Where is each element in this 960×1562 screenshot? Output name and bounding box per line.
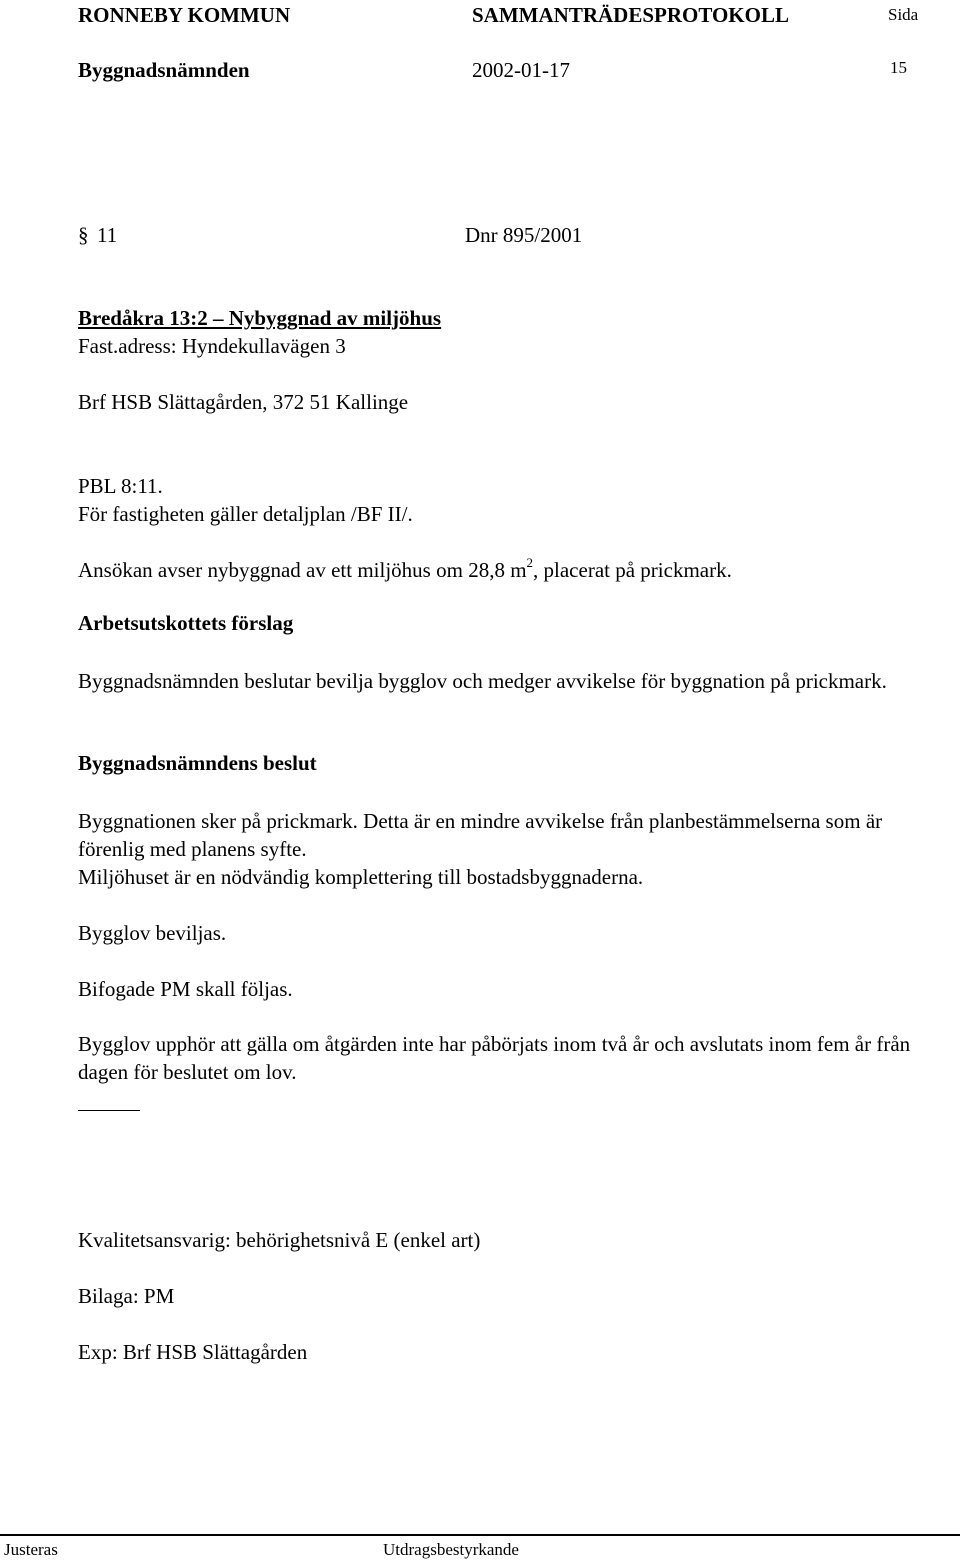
plan-note: För fastigheten gäller detaljplan /BF II/. bbox=[78, 502, 413, 526]
decision-text-2: Miljöhuset är en nödvändig komplettering till bostadsbyggnaderna. bbox=[78, 865, 644, 889]
attachment-line: Bilaga: PM bbox=[78, 1284, 175, 1308]
expedition-line: Exp: Brf HSB Slättagården bbox=[78, 1340, 308, 1364]
section-symbol: § bbox=[78, 223, 89, 247]
application-text-post: , placerat på prickmark. bbox=[533, 558, 732, 582]
case-applicant: Brf HSB Slättagården, 372 51 Kallinge bbox=[78, 390, 409, 414]
case-dnr: Dnr 895/2001 bbox=[465, 223, 583, 247]
quality-responsible: Kvalitetsansvarig: behörighetsnivå E (enkel art) bbox=[78, 1228, 481, 1252]
decision-granted: Bygglov beviljas. bbox=[78, 921, 227, 945]
law-reference: PBL 8:11. bbox=[78, 474, 163, 498]
application-text bbox=[78, 556, 732, 584]
committee-name: Byggnadsnämnden bbox=[78, 58, 250, 82]
decision-heading: Byggnadsnämndens beslut bbox=[78, 751, 317, 775]
page-label: Sida bbox=[888, 5, 919, 24]
meeting-date: 2002-01-17 bbox=[472, 58, 570, 82]
section-number: 11 bbox=[97, 223, 118, 247]
municipality-name: RONNEBY KOMMUN bbox=[78, 3, 291, 27]
case-address: Fast.adress: Hyndekullavägen 3 bbox=[78, 334, 346, 358]
footer-justeras: Justeras bbox=[4, 1540, 58, 1559]
footer-rule bbox=[0, 1534, 960, 1536]
case-title: Bredåkra 13:2 – Nybyggnad av miljöhus bbox=[78, 306, 442, 330]
application-text-pre: Ansökan avser nybyggnad av ett miljöhus om 28,8 m bbox=[78, 558, 527, 582]
proposal-text: Byggnadsnämnden beslutar bevilja bygglov och medger avvikelse för byggnation på prickmark. bbox=[78, 669, 887, 693]
page-number: 15 bbox=[890, 58, 907, 77]
footer-utdragsbestyrkande: Utdragsbestyrkande bbox=[383, 1540, 519, 1559]
decision-attachment-note: Bifogade PM skall följas. bbox=[78, 977, 293, 1001]
decision-validity: Bygglov upphör att gälla om åtgärden inte har påbörjats inom två år och avslutats inom fem år från dagen för beslutet om lov. bbox=[78, 1032, 911, 1084]
end-divider bbox=[78, 1110, 140, 1111]
document-type: SAMMANTRÄDESPROTOKOLL bbox=[472, 3, 789, 27]
application-text-sup: 2 bbox=[526, 555, 534, 570]
decision-text-1: Byggnationen sker på prickmark. Detta är en mindre avvikelse från planbestämmelserna som är förenlig med planens syfte. bbox=[78, 809, 883, 861]
proposal-heading: Arbetsutskottets förslag bbox=[78, 611, 294, 635]
